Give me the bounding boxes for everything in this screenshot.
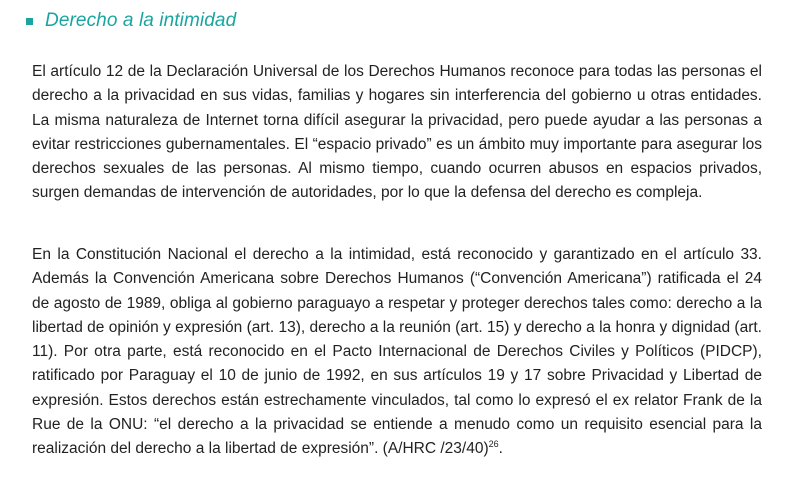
section-heading: [26, 10, 236, 32]
section-title: Derecho a la intimidad: [45, 10, 237, 31]
paragraph-2-text: En la Constitución Nacional el derecho a la intimidad, está reconocido y garantizado en el artículo 33. Además la Convención Americana sobre Derechos Humanos (“Convención Americana”) ratificada el 24 de agosto de 1989, obliga al gobierno paraguayo a respetar y proteger derechos tales como: derecho a la libertad de opinión y expresión (art. 13), derecho a la reunión (art. 15) y derecho a la honra y dignidad (art. 11). Por otra parte, está reconocido en el Pacto Internacional de Derechos Civiles y Políticos (PIDCP), ratificado por Paraguay el 10 de junio de 1992, en sus artículos 19 y 17 sobre Privacidad y Libertad de expresión. Estos derechos están estrechamente vinculados, tal como lo expresó el ex relator Frank de la Rue de la ONU: “el derecho a la privacidad se entiende a menudo como un requisito esencial para la realización del derecho a la libertad de expresión”. (A/HRC /23/40): [32, 246, 762, 458]
paragraph-2-end: .: [498, 440, 503, 458]
paragraph-1: El artículo 12 de la Declaración Universal de los Derechos Humanos reconoce para todas las personas el derecho a la privacidad en sus vidas, familias y hogares sin interferencia del gobierno u otras entidades. La misma naturaleza de Internet torna difícil asegurar la privacidad, pero puede ayudar a las personas a evitar restricciones gubernamentales. El “espacio privado” es un ámbito muy importante para asegurar los derechos sexuales de las personas. Al mismo tiempo, cuando ocurren abusos en espacios privados, surgen demandas de intervención de autoridades, por lo que la defensa del derecho es compleja.: [32, 63, 762, 202]
paragraph-2: [32, 243, 762, 462]
footnote-marker: 26: [488, 439, 499, 450]
square-bullet-icon: [26, 18, 33, 25]
